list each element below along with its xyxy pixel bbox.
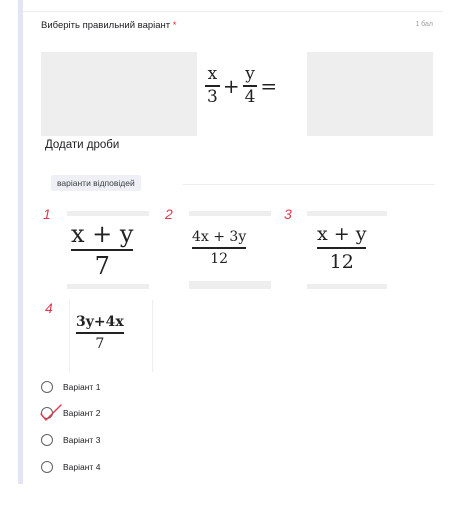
fraction-denominator: 7 xyxy=(95,335,105,352)
answer-image-1 xyxy=(67,211,149,289)
answer-image-3 xyxy=(307,211,387,289)
image-padding-bottom xyxy=(189,281,271,289)
handwritten-mark-1: 1 xyxy=(43,206,51,222)
fraction-numerator: 3y+4x xyxy=(76,314,124,330)
answer-fraction-3 xyxy=(317,221,366,275)
question-card xyxy=(18,0,443,484)
question-title-text: Виберіть правильний варіант xyxy=(41,20,171,31)
fraction-denominator: 3 xyxy=(207,87,218,107)
fraction-numerator: y xyxy=(245,64,255,84)
handwritten-check-icon xyxy=(39,403,65,423)
answer-image-2 xyxy=(189,211,271,289)
radio-button[interactable] xyxy=(41,434,53,446)
image-padding-left xyxy=(41,52,197,136)
image-padding-top xyxy=(307,211,387,216)
handwritten-mark-2: 2 xyxy=(165,206,173,222)
fraction-y-over-4 xyxy=(243,64,258,108)
option-label: Варіант 1 xyxy=(63,382,101,392)
section-divider xyxy=(183,184,435,185)
handwritten-mark-3: 3 xyxy=(284,206,292,222)
question-image xyxy=(41,52,433,136)
fraction-numerator: 4x + 3y xyxy=(192,229,247,245)
option-label: Варіант 2 xyxy=(63,408,101,418)
radio-button[interactable] xyxy=(41,461,53,473)
answer-fraction-4 xyxy=(76,312,124,354)
fraction-denominator: 12 xyxy=(329,250,354,273)
answer-image-4 xyxy=(69,300,153,372)
required-asterisk: * xyxy=(172,20,177,31)
fraction-denominator: 12 xyxy=(210,250,229,267)
option-1[interactable] xyxy=(41,381,100,393)
answer-fraction-1 xyxy=(71,219,133,281)
option-2[interactable] xyxy=(41,407,100,419)
equals-sign: = xyxy=(260,74,278,98)
image-padding-right xyxy=(307,52,433,136)
answer-fraction-2 xyxy=(192,227,246,269)
question-title xyxy=(41,20,177,31)
fraction-denominator: 7 xyxy=(94,252,110,280)
fraction-denominator: 4 xyxy=(244,87,256,107)
fraction-numerator: x xyxy=(207,64,218,84)
image-padding-bottom xyxy=(67,284,149,289)
fraction-sum-expression xyxy=(205,64,277,108)
handwritten-mark-4: 4 xyxy=(45,300,53,316)
fraction-numerator: x + y xyxy=(317,223,367,245)
image-padding-bottom xyxy=(307,284,387,289)
option-label: Варіант 3 xyxy=(63,435,101,445)
question-description: Додати дроби xyxy=(45,139,120,151)
image-expression-area xyxy=(197,52,307,136)
answers-section-chip: варіанти відповідей xyxy=(51,175,141,191)
radio-button[interactable] xyxy=(41,407,53,419)
plus-sign: + xyxy=(222,74,240,98)
fraction-x-over-3 xyxy=(205,64,220,108)
card-top-divider xyxy=(23,11,443,12)
option-label: Варіант 4 xyxy=(63,462,101,472)
fraction-numerator: x + y xyxy=(71,220,134,248)
image-padding-top xyxy=(189,211,271,216)
radio-button[interactable] xyxy=(41,381,53,393)
option-4[interactable] xyxy=(41,461,100,473)
option-3[interactable] xyxy=(41,434,100,446)
image-padding-top xyxy=(67,211,149,216)
points-label: 1 бал xyxy=(415,21,433,28)
